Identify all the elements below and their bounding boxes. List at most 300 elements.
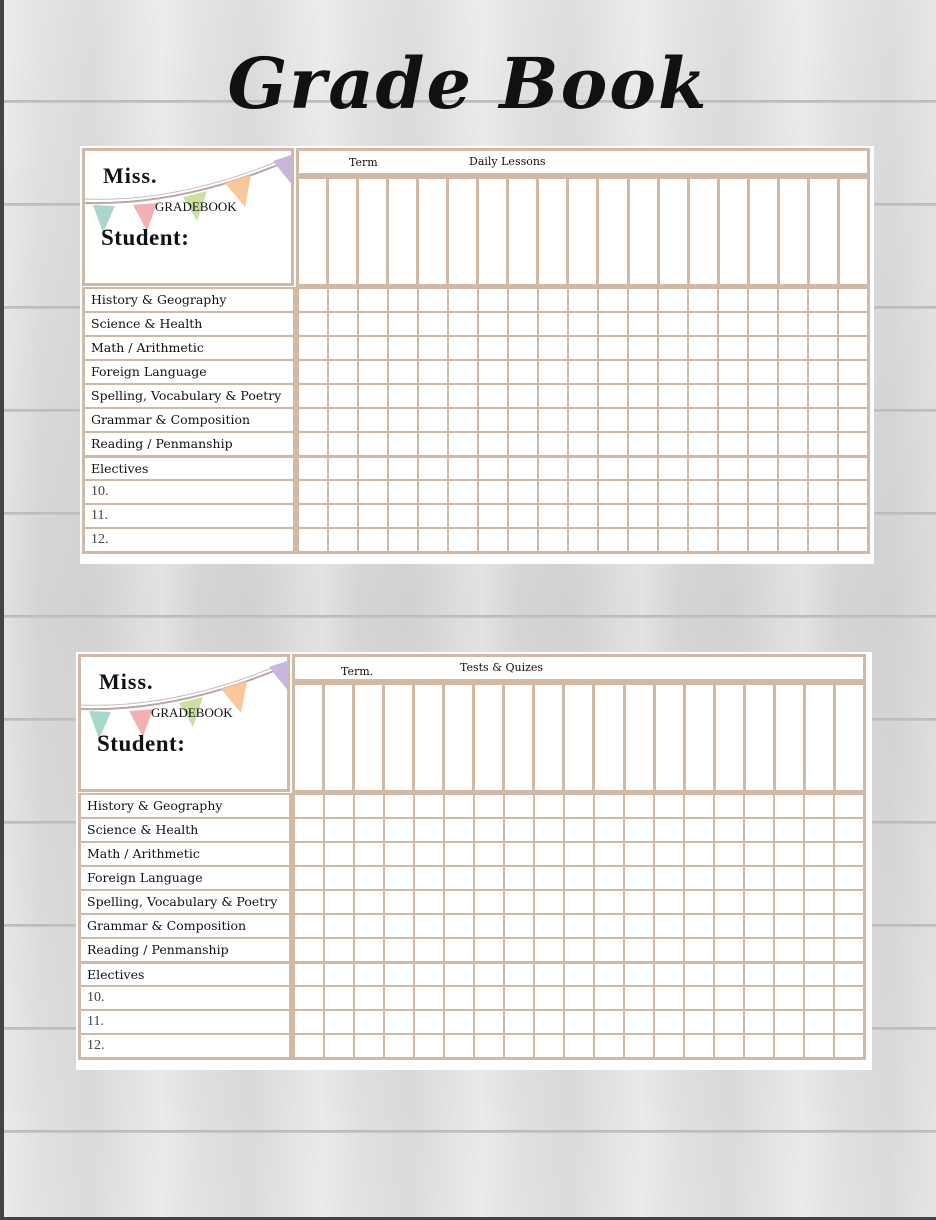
grade-cell[interactable] (569, 337, 599, 359)
assignment-column-header[interactable] (479, 179, 509, 284)
grade-cell[interactable] (445, 867, 475, 889)
grade-cell[interactable] (479, 505, 509, 527)
grade-cell[interactable] (355, 964, 385, 985)
grade-cell[interactable] (475, 867, 505, 889)
grade-cell[interactable] (475, 891, 505, 913)
grade-cell[interactable] (805, 939, 835, 961)
grade-cell[interactable] (779, 481, 809, 503)
grade-cell[interactable] (655, 819, 685, 841)
grade-cell[interactable] (689, 481, 719, 503)
grade-cell[interactable] (445, 795, 475, 817)
grade-cell[interactable] (389, 289, 419, 311)
assignment-column-header[interactable] (535, 685, 565, 790)
grade-cell[interactable] (595, 1035, 625, 1057)
grade-cell[interactable] (599, 505, 629, 527)
grade-cell[interactable] (325, 915, 355, 937)
grade-grid[interactable] (292, 793, 866, 1060)
grade-cell[interactable] (509, 458, 539, 479)
grade-cell[interactable] (599, 433, 629, 455)
grade-cell[interactable] (689, 313, 719, 335)
grade-cell[interactable] (689, 433, 719, 455)
grade-cell[interactable] (719, 529, 749, 551)
assignment-column-header[interactable] (810, 179, 840, 284)
grade-cell[interactable] (805, 1011, 835, 1033)
grade-cell[interactable] (509, 385, 539, 407)
grade-cell[interactable] (565, 939, 595, 961)
grade-cell[interactable] (292, 1011, 325, 1033)
grade-cell[interactable] (659, 481, 689, 503)
assignment-column-header[interactable] (599, 179, 629, 284)
grade-cell[interactable] (835, 891, 863, 913)
grade-cell[interactable] (419, 481, 449, 503)
grade-cell[interactable] (745, 987, 775, 1009)
grade-cell[interactable] (479, 409, 509, 431)
grade-cell[interactable] (505, 867, 535, 889)
grade-cell[interactable] (599, 313, 629, 335)
grade-cell[interactable] (595, 964, 625, 985)
grade-cell[interactable] (749, 529, 779, 551)
grade-cell[interactable] (659, 337, 689, 359)
assignment-column-header[interactable] (569, 179, 599, 284)
assignment-column-header[interactable] (656, 685, 686, 790)
grade-cell[interactable] (449, 409, 479, 431)
grade-cell[interactable] (419, 385, 449, 407)
grade-cell[interactable] (809, 505, 839, 527)
grade-cell[interactable] (655, 939, 685, 961)
grade-cell[interactable] (355, 795, 385, 817)
grade-cell[interactable] (415, 867, 445, 889)
grade-cell[interactable] (445, 915, 475, 937)
grade-grid[interactable] (296, 287, 870, 554)
grade-cell[interactable] (779, 289, 809, 311)
grade-cell[interactable] (329, 481, 359, 503)
grade-cell[interactable] (292, 964, 325, 985)
assignment-column-header[interactable] (329, 179, 359, 284)
grade-cell[interactable] (445, 843, 475, 865)
grade-cell[interactable] (505, 843, 535, 865)
grade-cell[interactable] (835, 915, 863, 937)
grade-cell[interactable] (685, 964, 715, 985)
grade-cell[interactable] (292, 915, 325, 937)
grade-cell[interactable] (509, 505, 539, 527)
assignment-column-header[interactable] (415, 685, 445, 790)
grade-cell[interactable] (475, 987, 505, 1009)
grade-cell[interactable] (292, 939, 325, 961)
grade-cell[interactable] (715, 843, 745, 865)
grade-cell[interactable] (535, 795, 565, 817)
grade-cell[interactable] (385, 795, 415, 817)
grade-cell[interactable] (505, 1035, 535, 1057)
grade-cell[interactable] (479, 289, 509, 311)
grade-cell[interactable] (329, 505, 359, 527)
grade-cell[interactable] (599, 529, 629, 551)
grade-cell[interactable] (329, 458, 359, 479)
grade-cell[interactable] (715, 1035, 745, 1057)
grade-cell[interactable] (415, 843, 445, 865)
grade-cell[interactable] (325, 795, 355, 817)
grade-cell[interactable] (385, 939, 415, 961)
grade-cell[interactable] (749, 361, 779, 383)
grade-cell[interactable] (625, 987, 655, 1009)
grade-cell[interactable] (385, 915, 415, 937)
assignment-column-header[interactable] (750, 179, 780, 284)
assignment-column-header[interactable] (359, 179, 389, 284)
grade-cell[interactable] (659, 458, 689, 479)
grade-cell[interactable] (359, 313, 389, 335)
grade-cell[interactable] (449, 313, 479, 335)
assignment-column-header[interactable] (595, 685, 625, 790)
grade-cell[interactable] (685, 1011, 715, 1033)
grade-cell[interactable] (565, 987, 595, 1009)
assignment-column-header[interactable] (295, 685, 325, 790)
grade-cell[interactable] (685, 915, 715, 937)
grade-cell[interactable] (775, 915, 805, 937)
grade-cell[interactable] (809, 361, 839, 383)
grade-cell[interactable] (599, 481, 629, 503)
grade-cell[interactable] (715, 795, 745, 817)
grade-cell[interactable] (629, 505, 659, 527)
grade-cell[interactable] (805, 1035, 835, 1057)
grade-cell[interactable] (779, 505, 809, 527)
grade-cell[interactable] (539, 361, 569, 383)
grade-cell[interactable] (539, 458, 569, 479)
grade-cell[interactable] (809, 409, 839, 431)
grade-cell[interactable] (719, 289, 749, 311)
assignment-column-header[interactable] (539, 179, 569, 284)
grade-cell[interactable] (475, 939, 505, 961)
grade-cell[interactable] (449, 481, 479, 503)
assignment-column-header[interactable] (660, 179, 690, 284)
grade-cell[interactable] (839, 409, 867, 431)
grade-cell[interactable] (535, 1011, 565, 1033)
grade-cell[interactable] (445, 1011, 475, 1033)
grade-cell[interactable] (325, 939, 355, 961)
grade-cell[interactable] (359, 458, 389, 479)
grade-cell[interactable] (535, 843, 565, 865)
assignment-column-header[interactable] (840, 179, 867, 284)
grade-cell[interactable] (779, 361, 809, 383)
grade-cell[interactable] (479, 481, 509, 503)
grade-cell[interactable] (292, 819, 325, 841)
grade-cell[interactable] (509, 409, 539, 431)
assignment-column-header[interactable] (720, 179, 750, 284)
grade-cell[interactable] (419, 337, 449, 359)
grade-cell[interactable] (779, 458, 809, 479)
grade-cell[interactable] (479, 458, 509, 479)
grade-cell[interactable] (685, 867, 715, 889)
grade-cell[interactable] (359, 433, 389, 455)
grade-cell[interactable] (685, 939, 715, 961)
assignment-column-header[interactable] (419, 179, 449, 284)
grade-cell[interactable] (835, 939, 863, 961)
grade-cell[interactable] (389, 337, 419, 359)
grade-cell[interactable] (685, 819, 715, 841)
grade-cell[interactable] (629, 458, 659, 479)
assignment-column-header[interactable] (746, 685, 776, 790)
grade-cell[interactable] (629, 433, 659, 455)
grade-cell[interactable] (296, 529, 329, 551)
assignment-column-header[interactable] (806, 685, 836, 790)
grade-cell[interactable] (325, 867, 355, 889)
grade-cell[interactable] (625, 795, 655, 817)
grade-cell[interactable] (445, 964, 475, 985)
grade-cell[interactable] (535, 891, 565, 913)
grade-cell[interactable] (539, 337, 569, 359)
grade-cell[interactable] (805, 987, 835, 1009)
grade-cell[interactable] (719, 505, 749, 527)
grade-cell[interactable] (535, 987, 565, 1009)
grade-cell[interactable] (595, 891, 625, 913)
grade-cell[interactable] (839, 385, 867, 407)
grade-cell[interactable] (685, 1035, 715, 1057)
grade-cell[interactable] (629, 385, 659, 407)
grade-cell[interactable] (445, 987, 475, 1009)
grade-cell[interactable] (749, 337, 779, 359)
grade-cell[interactable] (629, 289, 659, 311)
grade-cell[interactable] (449, 361, 479, 383)
grade-cell[interactable] (625, 939, 655, 961)
grade-cell[interactable] (569, 529, 599, 551)
grade-cell[interactable] (292, 987, 325, 1009)
assignment-column-header[interactable] (509, 179, 539, 284)
grade-cell[interactable] (719, 458, 749, 479)
grade-cell[interactable] (296, 313, 329, 335)
grade-cell[interactable] (689, 337, 719, 359)
grade-cell[interactable] (689, 505, 719, 527)
grade-cell[interactable] (325, 1011, 355, 1033)
grade-cell[interactable] (689, 361, 719, 383)
grade-cell[interactable] (685, 843, 715, 865)
grade-cell[interactable] (355, 987, 385, 1009)
grade-cell[interactable] (475, 1035, 505, 1057)
grade-cell[interactable] (329, 361, 359, 383)
grade-cell[interactable] (745, 1011, 775, 1033)
grade-cell[interactable] (779, 337, 809, 359)
grade-cell[interactable] (325, 819, 355, 841)
grade-cell[interactable] (565, 795, 595, 817)
grade-cell[interactable] (715, 939, 745, 961)
grade-cell[interactable] (569, 433, 599, 455)
grade-cell[interactable] (779, 433, 809, 455)
grade-cell[interactable] (595, 915, 625, 937)
grade-cell[interactable] (449, 337, 479, 359)
grade-cell[interactable] (415, 987, 445, 1009)
grade-cell[interactable] (745, 867, 775, 889)
grade-cell[interactable] (475, 1011, 505, 1033)
grade-cell[interactable] (475, 843, 505, 865)
assignment-column-header[interactable] (505, 685, 535, 790)
grade-cell[interactable] (292, 1035, 325, 1057)
grade-cell[interactable] (835, 1011, 863, 1033)
grade-cell[interactable] (539, 409, 569, 431)
grade-cell[interactable] (655, 891, 685, 913)
grade-cell[interactable] (419, 433, 449, 455)
grade-cell[interactable] (539, 481, 569, 503)
grade-cell[interactable] (569, 313, 599, 335)
grade-cell[interactable] (599, 409, 629, 431)
grade-cell[interactable] (296, 409, 329, 431)
grade-cell[interactable] (565, 819, 595, 841)
grade-cell[interactable] (385, 964, 415, 985)
grade-cell[interactable] (749, 505, 779, 527)
assignment-column-header[interactable] (565, 685, 595, 790)
grade-cell[interactable] (719, 409, 749, 431)
grade-cell[interactable] (419, 505, 449, 527)
grade-cell[interactable] (715, 915, 745, 937)
grade-cell[interactable] (655, 795, 685, 817)
grade-cell[interactable] (719, 385, 749, 407)
grade-cell[interactable] (296, 505, 329, 527)
grade-cell[interactable] (749, 409, 779, 431)
grade-cell[interactable] (359, 385, 389, 407)
grade-cell[interactable] (595, 867, 625, 889)
grade-cell[interactable] (779, 529, 809, 551)
grade-cell[interactable] (779, 409, 809, 431)
grade-cell[interactable] (385, 987, 415, 1009)
grade-cell[interactable] (569, 385, 599, 407)
grade-cell[interactable] (479, 361, 509, 383)
grade-cell[interactable] (839, 361, 867, 383)
grade-cell[interactable] (355, 1035, 385, 1057)
grade-cell[interactable] (595, 819, 625, 841)
grade-cell[interactable] (359, 409, 389, 431)
grade-cell[interactable] (359, 289, 389, 311)
grade-cell[interactable] (415, 1035, 445, 1057)
grade-cell[interactable] (355, 1011, 385, 1033)
grade-cell[interactable] (719, 313, 749, 335)
grade-cell[interactable] (835, 987, 863, 1009)
grade-cell[interactable] (329, 529, 359, 551)
grade-cell[interactable] (385, 891, 415, 913)
grade-cell[interactable] (535, 867, 565, 889)
grade-cell[interactable] (775, 1011, 805, 1033)
grade-cell[interactable] (415, 891, 445, 913)
grade-cell[interactable] (715, 964, 745, 985)
assignment-column-header[interactable] (780, 179, 810, 284)
grade-cell[interactable] (415, 1011, 445, 1033)
grade-cell[interactable] (505, 891, 535, 913)
grade-cell[interactable] (745, 891, 775, 913)
grade-cell[interactable] (745, 1035, 775, 1057)
grade-cell[interactable] (775, 867, 805, 889)
grade-cell[interactable] (535, 939, 565, 961)
grade-cell[interactable] (415, 795, 445, 817)
grade-cell[interactable] (839, 529, 867, 551)
grade-cell[interactable] (779, 385, 809, 407)
grade-cell[interactable] (629, 313, 659, 335)
grade-cell[interactable] (535, 819, 565, 841)
grade-cell[interactable] (479, 529, 509, 551)
grade-cell[interactable] (809, 313, 839, 335)
grade-cell[interactable] (835, 964, 863, 985)
grade-cell[interactable] (449, 458, 479, 479)
grade-cell[interactable] (809, 529, 839, 551)
grade-cell[interactable] (775, 964, 805, 985)
grade-cell[interactable] (569, 505, 599, 527)
assignment-column-header[interactable] (836, 685, 863, 790)
grade-cell[interactable] (389, 409, 419, 431)
grade-cell[interactable] (595, 1011, 625, 1033)
assignment-column-header[interactable] (385, 685, 415, 790)
grade-cell[interactable] (775, 843, 805, 865)
grade-cell[interactable] (655, 867, 685, 889)
grade-cell[interactable] (565, 1035, 595, 1057)
grade-cell[interactable] (569, 458, 599, 479)
grade-cell[interactable] (355, 867, 385, 889)
grade-cell[interactable] (565, 891, 595, 913)
grade-cell[interactable] (805, 915, 835, 937)
grade-cell[interactable] (569, 289, 599, 311)
grade-cell[interactable] (835, 867, 863, 889)
grade-cell[interactable] (689, 289, 719, 311)
grade-cell[interactable] (325, 843, 355, 865)
grade-cell[interactable] (595, 843, 625, 865)
grade-cell[interactable] (539, 505, 569, 527)
grade-cell[interactable] (475, 819, 505, 841)
assignment-column-header[interactable] (475, 685, 505, 790)
grade-cell[interactable] (509, 529, 539, 551)
grade-cell[interactable] (625, 1035, 655, 1057)
grade-cell[interactable] (749, 481, 779, 503)
grade-cell[interactable] (839, 505, 867, 527)
grade-cell[interactable] (569, 481, 599, 503)
grade-cell[interactable] (655, 1035, 685, 1057)
grade-cell[interactable] (535, 964, 565, 985)
grade-cell[interactable] (655, 987, 685, 1009)
grade-cell[interactable] (385, 843, 415, 865)
grade-cell[interactable] (779, 313, 809, 335)
grade-cell[interactable] (325, 891, 355, 913)
grade-cell[interactable] (509, 313, 539, 335)
grade-cell[interactable] (659, 409, 689, 431)
assignment-column-header[interactable] (690, 179, 720, 284)
grade-cell[interactable] (325, 964, 355, 985)
grade-cell[interactable] (355, 819, 385, 841)
grade-cell[interactable] (359, 505, 389, 527)
grade-cell[interactable] (715, 891, 745, 913)
grade-cell[interactable] (749, 433, 779, 455)
grade-cell[interactable] (479, 385, 509, 407)
grade-cell[interactable] (415, 915, 445, 937)
grade-cell[interactable] (355, 843, 385, 865)
grade-cell[interactable] (745, 843, 775, 865)
grade-cell[interactable] (389, 458, 419, 479)
grade-cell[interactable] (389, 481, 419, 503)
grade-cell[interactable] (415, 819, 445, 841)
grade-cell[interactable] (539, 529, 569, 551)
grade-cell[interactable] (809, 481, 839, 503)
grade-cell[interactable] (625, 843, 655, 865)
grade-cell[interactable] (535, 915, 565, 937)
grade-cell[interactable] (475, 964, 505, 985)
grade-cell[interactable] (359, 337, 389, 359)
grade-cell[interactable] (419, 529, 449, 551)
grade-cell[interactable] (475, 795, 505, 817)
grade-cell[interactable] (835, 795, 863, 817)
grade-cell[interactable] (629, 409, 659, 431)
grade-cell[interactable] (745, 964, 775, 985)
assignment-column-header[interactable] (776, 685, 806, 790)
grade-cell[interactable] (629, 337, 659, 359)
grade-cell[interactable] (599, 361, 629, 383)
grade-cell[interactable] (595, 795, 625, 817)
grade-cell[interactable] (775, 819, 805, 841)
grade-cell[interactable] (479, 313, 509, 335)
grade-cell[interactable] (625, 915, 655, 937)
grade-cell[interactable] (509, 289, 539, 311)
grade-cell[interactable] (595, 987, 625, 1009)
assignment-column-header[interactable] (389, 179, 419, 284)
